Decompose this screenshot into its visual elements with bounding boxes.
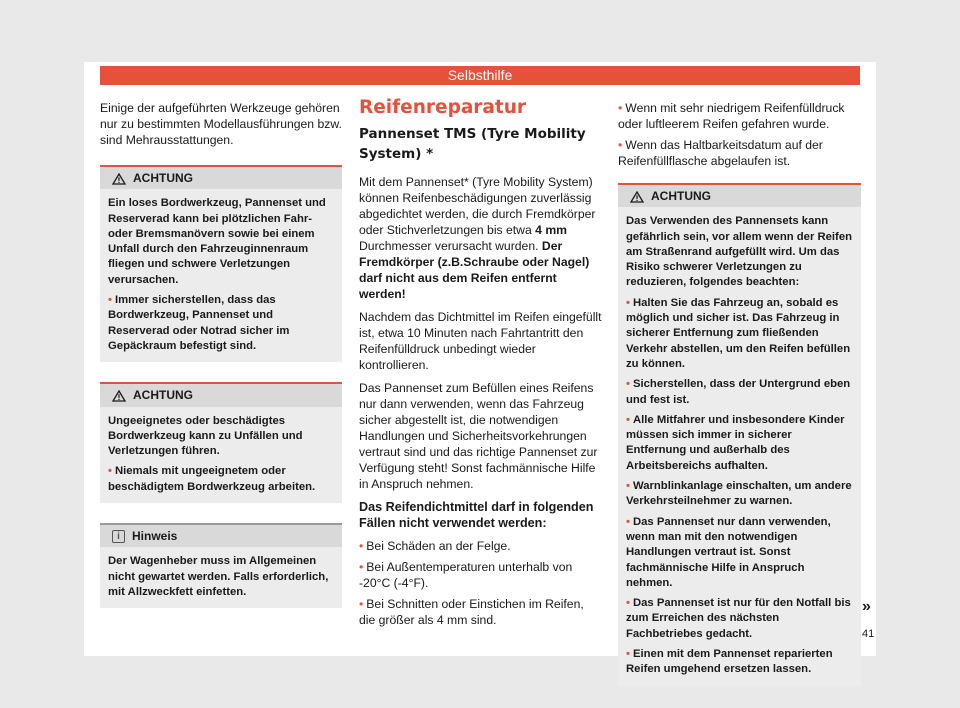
warning-bullet: • Sicherstellen, dass der Untergrund eben und fest ist. bbox=[626, 378, 851, 406]
p1-mid: Durchmesser verursacht wurden. bbox=[359, 239, 542, 253]
p1-start: Mit dem Pannenset* (Tyre Mobility System) können Reifenbeschädigungen zuverlässig abgedichtet werden, die durch Fremdkörper oder Stichverletzungen bis etwa bbox=[359, 175, 596, 237]
warning-bullet-text: Das Pannenset ist nur für den Notfall bis zum Erreichen des nächsten Fachbetriebes gedacht. bbox=[626, 597, 851, 640]
p1-bold-warning: Der Fremdkörper (z.B.Schraube oder Nagel) darf nicht aus dem Reifen entfernt werden! bbox=[359, 239, 590, 301]
warning-header bbox=[100, 165, 342, 189]
hint-header bbox=[100, 523, 342, 547]
warning-bullet-text: Immer sicherstellen, dass das Bordwerkzeug, Pannenset und Reserverad oder Notrad sicher im Gepäckraum befestigt sind. bbox=[108, 294, 290, 352]
warning-bullet-text: Niemals mit ungeeignetem oder beschädigtem Bordwerkzeug arbeiten. bbox=[108, 465, 316, 493]
hint-box bbox=[100, 523, 342, 608]
page-number: 41 bbox=[862, 628, 875, 640]
paragraph-3: Das Pannenset zum Befüllen eines Reifens nur dann verwenden, wenn das Fahrzeug sicher abgestellt ist, die notwendigen Handlungen und Sicherheitsvorkehrungen vertraut sind und das richtige Pannenset zur Verfügung steht! Sonst fachmännische Hilfe in Anspruch nehmen. bbox=[359, 381, 598, 491]
warning-text: Ungeeignetes oder beschädigtes Bordwerkzeug kann zu Unfällen und Verletzungen führen. bbox=[108, 414, 303, 458]
warning-bullet-text: Einen mit dem Pannenset reparierten Reifen umgehend ersetzen lassen. bbox=[626, 648, 833, 676]
warning-bullet: • Das Pannenset ist nur für den Notfall bis zum Erreichen des nächsten Fachbetriebes gedacht. bbox=[626, 597, 851, 640]
warning-header bbox=[100, 382, 342, 406]
hint-title: Hinweis bbox=[132, 529, 178, 544]
warning-bullet-text: Warnblinkanlage einschalten, um andere Verkehrsteilnehmer zu warnen. bbox=[626, 480, 852, 508]
warning-bullet-text: Alle Mitfahrer und insbesondere Kinder müssen sich immer in sicherer Entfernung und außerhalb des Arbeitsbereichs aufhalten. bbox=[626, 413, 845, 472]
p1-bold-size: 4 mm bbox=[535, 223, 567, 237]
column-middle bbox=[359, 97, 602, 633]
next-page-arrow: » bbox=[862, 598, 871, 615]
list-item: • Wenn das Haltbarkeitsdatum auf der Reifenfüllflasche abgelaufen ist. bbox=[618, 138, 823, 168]
list-item-text: Wenn das Haltbarkeitsdatum auf der Reifenfüllflasche abgelaufen ist. bbox=[618, 138, 823, 168]
warning-triangle-icon bbox=[112, 173, 126, 185]
warning-bullet: • Niemals mit ungeeignetem oder beschädigtem Bordwerkzeug arbeiten. bbox=[108, 465, 316, 493]
warning-header bbox=[618, 183, 861, 207]
warning-box-2 bbox=[100, 382, 342, 503]
warning-title: ACHTUNG bbox=[651, 189, 711, 203]
list-title: Das Reifendichtmittel darf in folgenden Fällen nicht verwendet werden: bbox=[359, 500, 594, 530]
list-item: • Bei Schnitten oder Einstichen im Reifen, die größer als 4 mm sind. bbox=[359, 597, 584, 627]
list-item: • Bei Außentemperaturen unterhalb von -20°C (-4°F). bbox=[359, 560, 573, 590]
intro-text: Einige der aufgeführten Werkzeuge gehören nur zu bestimmten Modellausführungen bzw. sind Mehrausstattungen. bbox=[100, 101, 342, 147]
warning-bullet-text: Halten Sie das Fahrzeug an, sobald es möglich und sicher ist. Das Fahrzeug in sicherer Entfernung zum fließenden Verkehr abstellen, um den Reifen befüllen zu können. bbox=[626, 296, 851, 370]
hint-text: Der Wagenheber muss im Allgemeinen nicht gewartet werden. Falls erforderlich, mit Allzweckfett einfetten. bbox=[108, 555, 329, 598]
warning-bullet-text: Sicherstellen, dass der Untergrund eben und fest ist. bbox=[626, 378, 851, 406]
section-heading: Reifenreparatur bbox=[359, 97, 527, 118]
warning-bullet: • Einen mit dem Pannenset reparierten Reifen umgehend ersetzen lassen. bbox=[626, 648, 833, 676]
warning-bullet-text: Das Pannenset nur dann verwenden, wenn man mit den notwendigen Handlungen vertraut ist. Sonst fachmännische Hilfe in Anspruch nehmen. bbox=[626, 515, 831, 589]
warning-box-3 bbox=[618, 183, 861, 686]
list-item-text: Bei Außentemperaturen unterhalb von -20°C (-4°F). bbox=[359, 560, 573, 590]
warning-box-1 bbox=[100, 165, 342, 362]
warning-bullet: • Immer sicherstellen, dass das Bordwerkzeug, Pannenset und Reserverad oder Notrad sicher im Gepäckraum befestigt sind. bbox=[108, 294, 290, 352]
warning-triangle-icon bbox=[630, 191, 644, 203]
warning-title: ACHTUNG bbox=[133, 388, 193, 403]
paragraph-1 bbox=[359, 174, 602, 302]
warning-title: ACHTUNG bbox=[133, 171, 193, 185]
paragraph-2: Nachdem das Dichtmittel im Reifen eingefüllt ist, etwa 10 Minuten nach Fahrtantritt den Reifenfülldruck unbedingt wieder kontrollieren. bbox=[359, 310, 602, 372]
warning-bullet: • Warnblinkanlage einschalten, um andere Verkehrsteilnehmer zu warnen. bbox=[626, 480, 852, 508]
warning-triangle-icon bbox=[112, 390, 126, 402]
column-left bbox=[100, 100, 342, 628]
list-item-text: Bei Schnitten oder Einstichen im Reifen, die größer als 4 mm sind. bbox=[359, 597, 584, 627]
section-header: Selbsthilfe bbox=[100, 66, 860, 85]
list-item-text: Bei Schäden an der Felge. bbox=[366, 539, 511, 553]
column-right bbox=[618, 100, 861, 706]
warning-bullet: • Halten Sie das Fahrzeug an, sobald es möglich und sicher ist. Das Fahrzeug in sicherer Entfernung zum fließenden Verkehr abstellen, um den Reifen befüllen zu können. bbox=[626, 296, 851, 370]
list-item-text: Wenn mit sehr niedrigem Reifenfülldruck oder luftleerem Reifen gefahren wurde. bbox=[618, 101, 845, 131]
subsection-heading: Pannenset TMS (Tyre Mobility System) * bbox=[359, 126, 586, 162]
warning-bullet: • Alle Mitfahrer und insbesondere Kinder müssen sich immer in sicherer Entfernung und außerhalb des Arbeitsbereichs aufhalten. bbox=[626, 413, 845, 472]
warning-text: Ein loses Bordwerkzeug, Pannenset und Reserverad kann bei plötzlichen Fahr- oder Bremsmanövern sowie bei einem Unfall durch den Fahrzeuginnenraum fliegen und schwere Verletzungen verursachen. bbox=[108, 197, 326, 286]
info-icon: i bbox=[112, 530, 125, 543]
warning-bullet: • Das Pannenset nur dann verwenden, wenn man mit den notwendigen Handlungen vertraut ist. Sonst fachmännische Hilfe in Anspruch nehmen. bbox=[626, 515, 831, 589]
list-item: • Wenn mit sehr niedrigem Reifenfülldruck oder luftleerem Reifen gefahren wurde. bbox=[618, 101, 845, 131]
warning-text: Das Verwenden des Pannensets kann gefährlich sein, vor allem wenn der Reifen am Straßenrand aufgefüllt wird. Um das Risiko schwerer Verletzungen zu reduzieren, folgendes beachten: bbox=[626, 215, 853, 289]
list-item: • Bei Schäden an der Felge. bbox=[359, 539, 511, 553]
